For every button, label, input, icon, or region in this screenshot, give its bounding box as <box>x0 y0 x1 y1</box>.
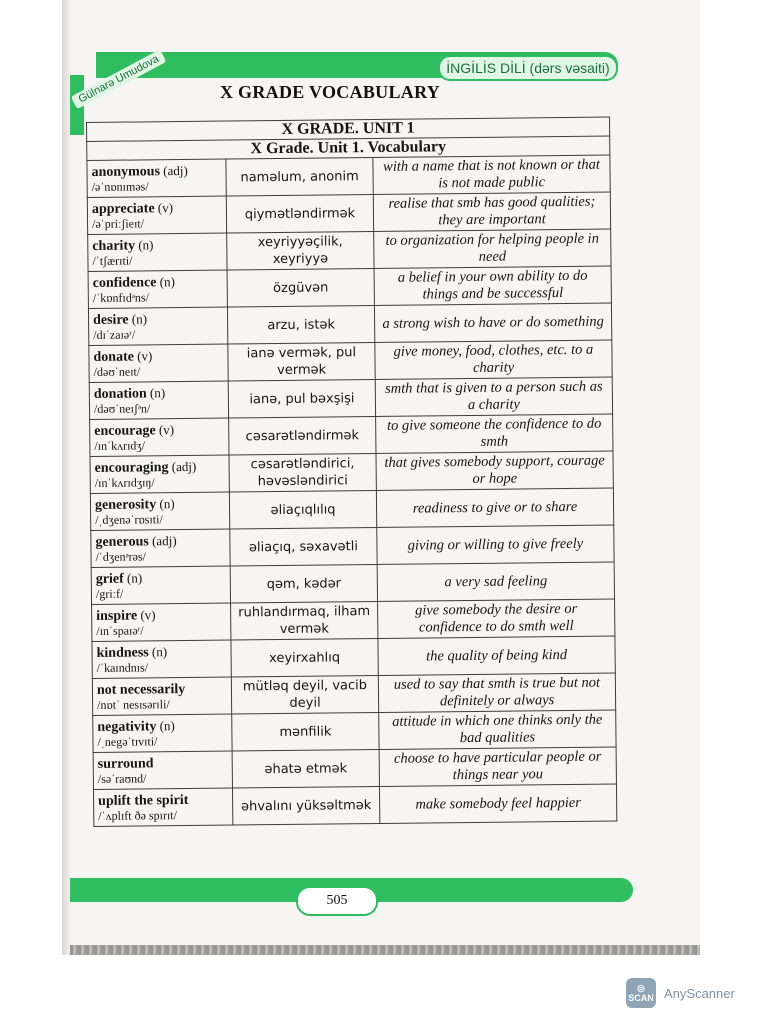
word: generous <box>95 533 149 550</box>
word-cell <box>90 455 229 493</box>
english-definition: attitude in which one thinks only the bad qualities <box>379 710 616 749</box>
azerbaijani-translation: arzu, istək <box>227 305 374 344</box>
word-cell <box>91 529 230 567</box>
table-row <box>92 636 615 678</box>
azerbaijani-translation: özgüvən <box>227 268 374 307</box>
transcription: /əˈpriːʃieɪt/ <box>91 215 145 231</box>
transcription: /səˈraʊnd/ <box>97 770 147 786</box>
vocabulary-body <box>87 155 617 826</box>
word: desire <box>92 312 129 328</box>
word-cell <box>90 418 229 456</box>
word: generosity <box>94 496 157 513</box>
vocabulary-table <box>86 117 617 827</box>
english-definition: a very sad feeling <box>377 562 614 601</box>
scanner-logo-icon: ◎ SCAN <box>626 978 656 1008</box>
part-of-speech: (n) <box>149 384 166 400</box>
part-of-speech: (n) <box>159 495 175 511</box>
transcription: /ɪnˈkʌrɪdʒ/ <box>94 437 146 453</box>
vocabulary-subheading: X Grade. Unit 1. Vocabulary <box>87 136 610 160</box>
word-cell <box>90 492 229 530</box>
word: grief <box>95 571 124 587</box>
table-row <box>92 599 615 641</box>
azerbaijani-translation: mənfilik <box>232 712 379 751</box>
english-definition: the quality of being kind <box>378 636 615 675</box>
transcription: /griːf/ <box>95 586 124 601</box>
azerbaijani-translation: xeyirxahlıq <box>231 638 378 677</box>
word: uplift the spirit <box>98 792 189 809</box>
word-cell <box>93 714 232 752</box>
word-cell <box>93 788 232 826</box>
word-cell <box>91 566 230 604</box>
table-row <box>90 488 613 530</box>
part-of-speech: (n) <box>138 236 154 252</box>
page-stack-edge <box>70 945 700 955</box>
word-cell <box>92 677 231 715</box>
word-cell <box>88 307 227 345</box>
english-definition: to give someone the confidence to do smth <box>376 414 613 453</box>
part-of-speech: (v) <box>158 421 175 437</box>
english-definition: readiness to give or to share <box>376 488 613 527</box>
unit-heading: X GRADE. UNIT 1 <box>87 117 610 141</box>
azerbaijani-translation: xeyriyyəçilik, xeyriyyə <box>227 231 374 270</box>
word: negativity <box>97 718 157 735</box>
word: encouraging <box>94 459 169 476</box>
word-cell <box>88 270 227 308</box>
azerbaijani-translation: ianə, pul bəxşişi <box>228 379 375 418</box>
scanner-watermark <box>626 978 735 1008</box>
azerbaijani-translation: qəm, kədər <box>230 564 377 603</box>
part-of-speech: (n) <box>151 643 168 659</box>
transcription: /ˈdʒenᵊrəs/ <box>95 548 147 564</box>
scanner-icon-label: SCAN <box>628 993 654 1003</box>
transcription: /ˈkaɪndnɪs/ <box>96 659 149 675</box>
transcription: /əˈnɒnɪməs/ <box>91 178 149 194</box>
word: encourage <box>94 422 156 439</box>
part-of-speech: (adj) <box>163 162 188 178</box>
part-of-speech: (n) <box>131 310 148 327</box>
english-definition: giving or willing to give freely <box>377 525 614 564</box>
azerbaijani-translation: əliaçıq, səxavətli <box>230 527 377 566</box>
word-cell <box>93 751 232 789</box>
english-definition: to organization for helping people in need <box>374 229 611 268</box>
table-row <box>88 266 611 308</box>
word-cell <box>87 159 226 197</box>
azerbaijani-translation: ruhlandırmaq, ilham vermək <box>231 601 378 640</box>
part-of-speech: (v) <box>137 347 153 363</box>
english-definition: with a name that is not known or that is not made public <box>373 155 610 194</box>
word: appreciate <box>91 200 155 217</box>
table-row <box>89 377 612 419</box>
english-definition: a strong wish to have or do something <box>374 303 611 342</box>
part-of-speech: (n) <box>159 717 175 733</box>
table-row <box>87 192 610 234</box>
word-cell <box>89 381 228 419</box>
transcription: /ˈʌplɪft ðə spɪrɪt/ <box>98 807 177 823</box>
transcription: /ˈtʃærɪti/ <box>92 253 133 268</box>
transcription: /ɪnˈkʌrɪdʒɪŋ/ <box>94 474 155 490</box>
word-cell <box>89 344 228 382</box>
table-row <box>87 155 610 197</box>
transcription: /nɒtˈ nesɪsərɪli/ <box>97 696 170 712</box>
table-row <box>91 525 614 567</box>
part-of-speech: (n) <box>159 273 175 289</box>
transcription: /dɪˈzaɪəʳ/ <box>93 326 136 342</box>
word-cell <box>92 640 231 678</box>
word: kindness <box>96 644 149 661</box>
azerbaijani-translation: mütləq deyil, vacib deyil <box>231 675 378 714</box>
part-of-speech: (n) <box>126 569 143 586</box>
word: donate <box>93 349 134 365</box>
azerbaijani-translation: əhvalını yüksəltmək <box>232 786 379 825</box>
azerbaijani-translation: cəsarətləndirici, həvəsləndirici <box>229 453 376 492</box>
azerbaijani-translation: ianə vermək, pul vermək <box>228 342 375 381</box>
table-row <box>93 747 616 789</box>
azerbaijani-translation: qiymətləndirmək <box>226 194 373 233</box>
table-row <box>90 451 613 493</box>
english-definition: give money, food, clothes, etc. to a charity <box>375 340 612 379</box>
english-definition: that gives somebody support, courage or hope <box>376 451 613 490</box>
english-definition: give somebody the desire or confidence to do smth well <box>378 599 615 638</box>
english-definition: smth that is given to a person such as a charity <box>375 377 612 416</box>
transcription: /ˈkɒnfɪdᵊns/ <box>92 289 149 305</box>
english-definition: used to say that smth is true but not definitely or always <box>378 673 615 712</box>
table-row <box>92 673 615 715</box>
page-number: 505 <box>296 886 378 916</box>
table-row <box>93 710 616 752</box>
word: not necessarily <box>96 681 186 698</box>
word-cell <box>92 603 231 641</box>
page-title: X GRADE VOCABULARY <box>219 82 441 102</box>
word: inspire <box>96 607 138 624</box>
transcription: /ˌnegəˈtɪvɪti/ <box>97 733 158 749</box>
subject-tag: İNGİLİS DİLİ (dərs vəsaiti) <box>438 55 618 81</box>
table-row <box>88 303 611 345</box>
part-of-speech: (adj) <box>171 458 197 474</box>
transcription: /dəʊˈneɪt/ <box>93 363 141 379</box>
transcription: /ˌdʒenəˈrɒsɪti/ <box>95 511 163 527</box>
english-definition: make somebody feel happier <box>379 784 616 823</box>
transcription: /dəʊˈneɪʃᵊn/ <box>93 400 151 416</box>
azerbaijani-translation: əliaçıqlılıq <box>229 490 376 529</box>
table-row <box>89 340 612 382</box>
azerbaijani-translation: əhatə etmək <box>232 749 379 788</box>
word: donation <box>93 385 147 402</box>
author-tag: Gülnarə Umudova <box>71 49 167 109</box>
word: surround <box>97 755 154 772</box>
azerbaijani-translation: cəsarətləndirmək <box>229 416 376 455</box>
part-of-speech: (v) <box>140 606 156 622</box>
part-of-speech: (v) <box>157 199 174 215</box>
english-definition: a belief in your own ability to do things and be successful <box>374 266 611 305</box>
table-row <box>91 562 614 604</box>
table-row <box>90 414 613 456</box>
word-cell <box>88 233 227 271</box>
table-row <box>93 784 616 826</box>
part-of-speech: (adj) <box>151 532 177 548</box>
word: charity <box>92 237 136 254</box>
table-row <box>88 229 611 271</box>
word: anonymous <box>91 163 161 180</box>
transcription: /ɪnˈspaɪəʳ/ <box>96 622 144 638</box>
azerbaijani-translation: naməlum, anonim <box>226 157 373 196</box>
scanner-brand: AnyScanner <box>664 985 735 1001</box>
word-cell <box>87 196 226 234</box>
english-definition: realise that smb has good qualities; they are important <box>373 192 610 231</box>
word: confidence <box>92 274 157 291</box>
english-definition: choose to have particular people or things near you <box>379 747 616 786</box>
